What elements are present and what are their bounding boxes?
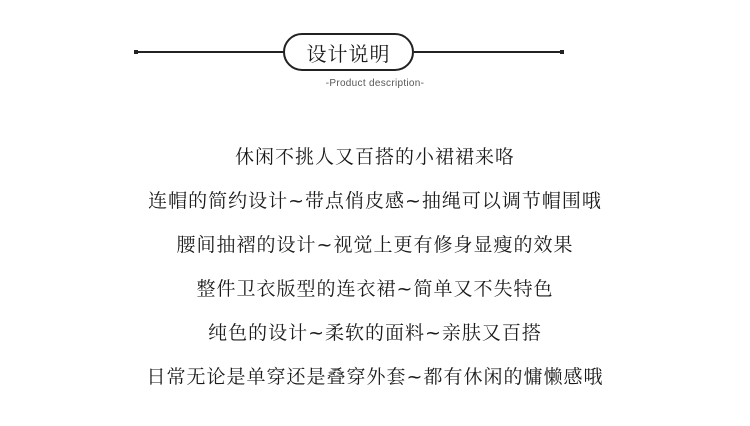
description-line: 腰间抽褶的设计~视觉上更有修身显瘦的效果 — [176, 234, 574, 256]
section-header — [0, 0, 750, 110]
divider-line-left — [138, 51, 285, 53]
divider-line-right-cap — [560, 50, 564, 54]
section-title: 设计说明 — [283, 33, 414, 71]
description-line: 连帽的简约设计~带点俏皮感~抽绳可以调节帽围哦 — [148, 190, 602, 212]
description-line: 整件卫衣版型的连衣裙~简单又不失特色 — [196, 278, 554, 300]
description-line: 日常无论是单穿还是叠穿外套~都有休闲的慵懒感哦 — [146, 366, 604, 388]
divider-line-right — [414, 51, 562, 53]
section-subtitle: -Product description- — [325, 78, 425, 89]
description-line: 休闲不挑人又百搭的小裙裙来咯 — [234, 146, 515, 168]
description-text-block — [0, 142, 750, 406]
description-line: 纯色的设计~柔软的面料~亲肤又百搭 — [208, 322, 542, 344]
